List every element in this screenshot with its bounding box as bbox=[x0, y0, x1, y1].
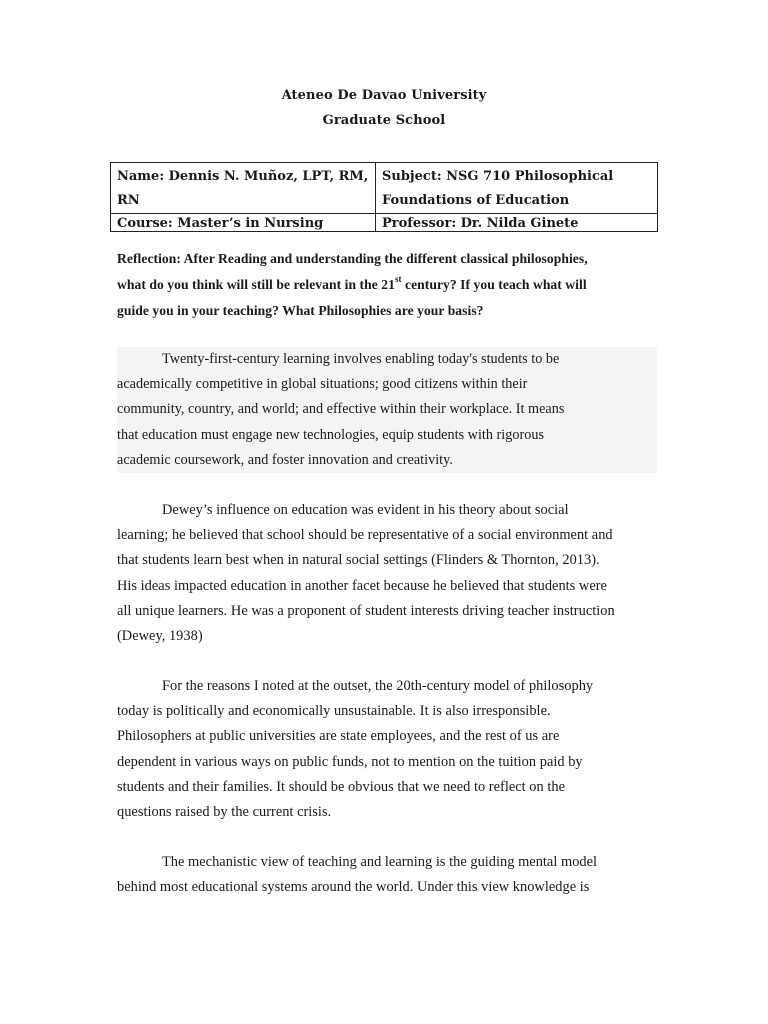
paragraph-line: The mechanistic view of teaching and learning is the guiding mental model bbox=[162, 854, 598, 870]
name-line-1: Name: Dennis N. Muñoz, LPT, RM, bbox=[117, 169, 369, 184]
paragraph-line: today is politically and economically unsustainable. It is also irresponsible. bbox=[117, 703, 551, 720]
paragraph-line: that education must engage new technologies, equip students with rigorous bbox=[117, 423, 657, 448]
professor-cell: Professor: Dr. Nilda Ginete bbox=[376, 214, 658, 232]
subject-line-1: Subject: NSG 710 Philosophical bbox=[382, 169, 614, 184]
paragraph-line: all unique learners. He was a proponent of student interests driving teacher instruction bbox=[117, 602, 615, 619]
name-cell bbox=[111, 163, 376, 214]
subject-line-2: Foundations of Education bbox=[382, 193, 570, 208]
paragraph-line: academically competitive in global situations; good citizens within their bbox=[117, 372, 657, 397]
ordinal-suffix: st bbox=[394, 274, 402, 285]
info-row-2 bbox=[111, 214, 658, 232]
paragraph-21st-century bbox=[117, 347, 657, 473]
paragraph-line: dependent in various ways on public funds, not to mention on the tuition paid by bbox=[117, 753, 583, 770]
name-line-2: RN bbox=[117, 193, 140, 208]
school-title: Graduate School bbox=[322, 113, 446, 128]
paragraph-line: community, country, and world; and effective within their workplace. It means bbox=[117, 397, 657, 422]
reflection-line-3: guide you in your teaching? What Philosophies are your basis? bbox=[117, 303, 484, 318]
paragraph-line: Twenty-first-century learning involves enabling today's students to be bbox=[117, 347, 657, 372]
paragraph-line: (Dewey, 1938) bbox=[117, 628, 203, 645]
paragraph-line: His ideas impacted education in another facet because he believed that students were bbox=[117, 577, 607, 594]
paragraph-line: Philosophers at public universities are state employees, and the rest of us are bbox=[117, 728, 560, 745]
paragraph-line: For the reasons I noted at the outset, the 20th-century model of philosophy bbox=[162, 678, 594, 694]
reflection-line-1: Reflection: After Reading and understanding the different classical philosophies, bbox=[117, 251, 588, 266]
paragraph-line: academic coursework, and foster innovation and creativity. bbox=[117, 448, 657, 473]
reflection-line-2a: what do you think will still be relevant in the 21 bbox=[117, 277, 395, 292]
university-title: Ateneo De Davao University bbox=[281, 88, 487, 103]
reflection-line-2 bbox=[117, 272, 657, 298]
reflection-line-2b: century? If you teach what will bbox=[401, 277, 587, 292]
course-cell: Course: Master’s in Nursing bbox=[111, 214, 376, 232]
paragraph-line: Dewey’s influence on education was evident in his theory about social bbox=[162, 502, 569, 518]
paragraph-line: that students learn best when in natural social settings (Flinders & Thornton, 2013). bbox=[117, 552, 600, 569]
paragraph-line: questions raised by the current crisis. bbox=[117, 804, 332, 821]
paragraph-dewey bbox=[117, 498, 657, 649]
paragraph-line: learning; he believed that school should be representative of a social environment and bbox=[117, 527, 613, 544]
paragraph-20th-century-model bbox=[117, 674, 657, 825]
paragraph-mechanistic-view bbox=[117, 850, 657, 900]
paragraph-line: behind most educational systems around the world. Under this view knowledge is bbox=[117, 879, 590, 896]
subject-cell bbox=[376, 163, 658, 214]
paragraph-line: students and their families. It should be obvious that we need to reflect on the bbox=[117, 778, 565, 795]
info-table bbox=[110, 162, 658, 232]
reflection-prompt bbox=[117, 246, 657, 324]
info-row-1 bbox=[111, 163, 658, 214]
